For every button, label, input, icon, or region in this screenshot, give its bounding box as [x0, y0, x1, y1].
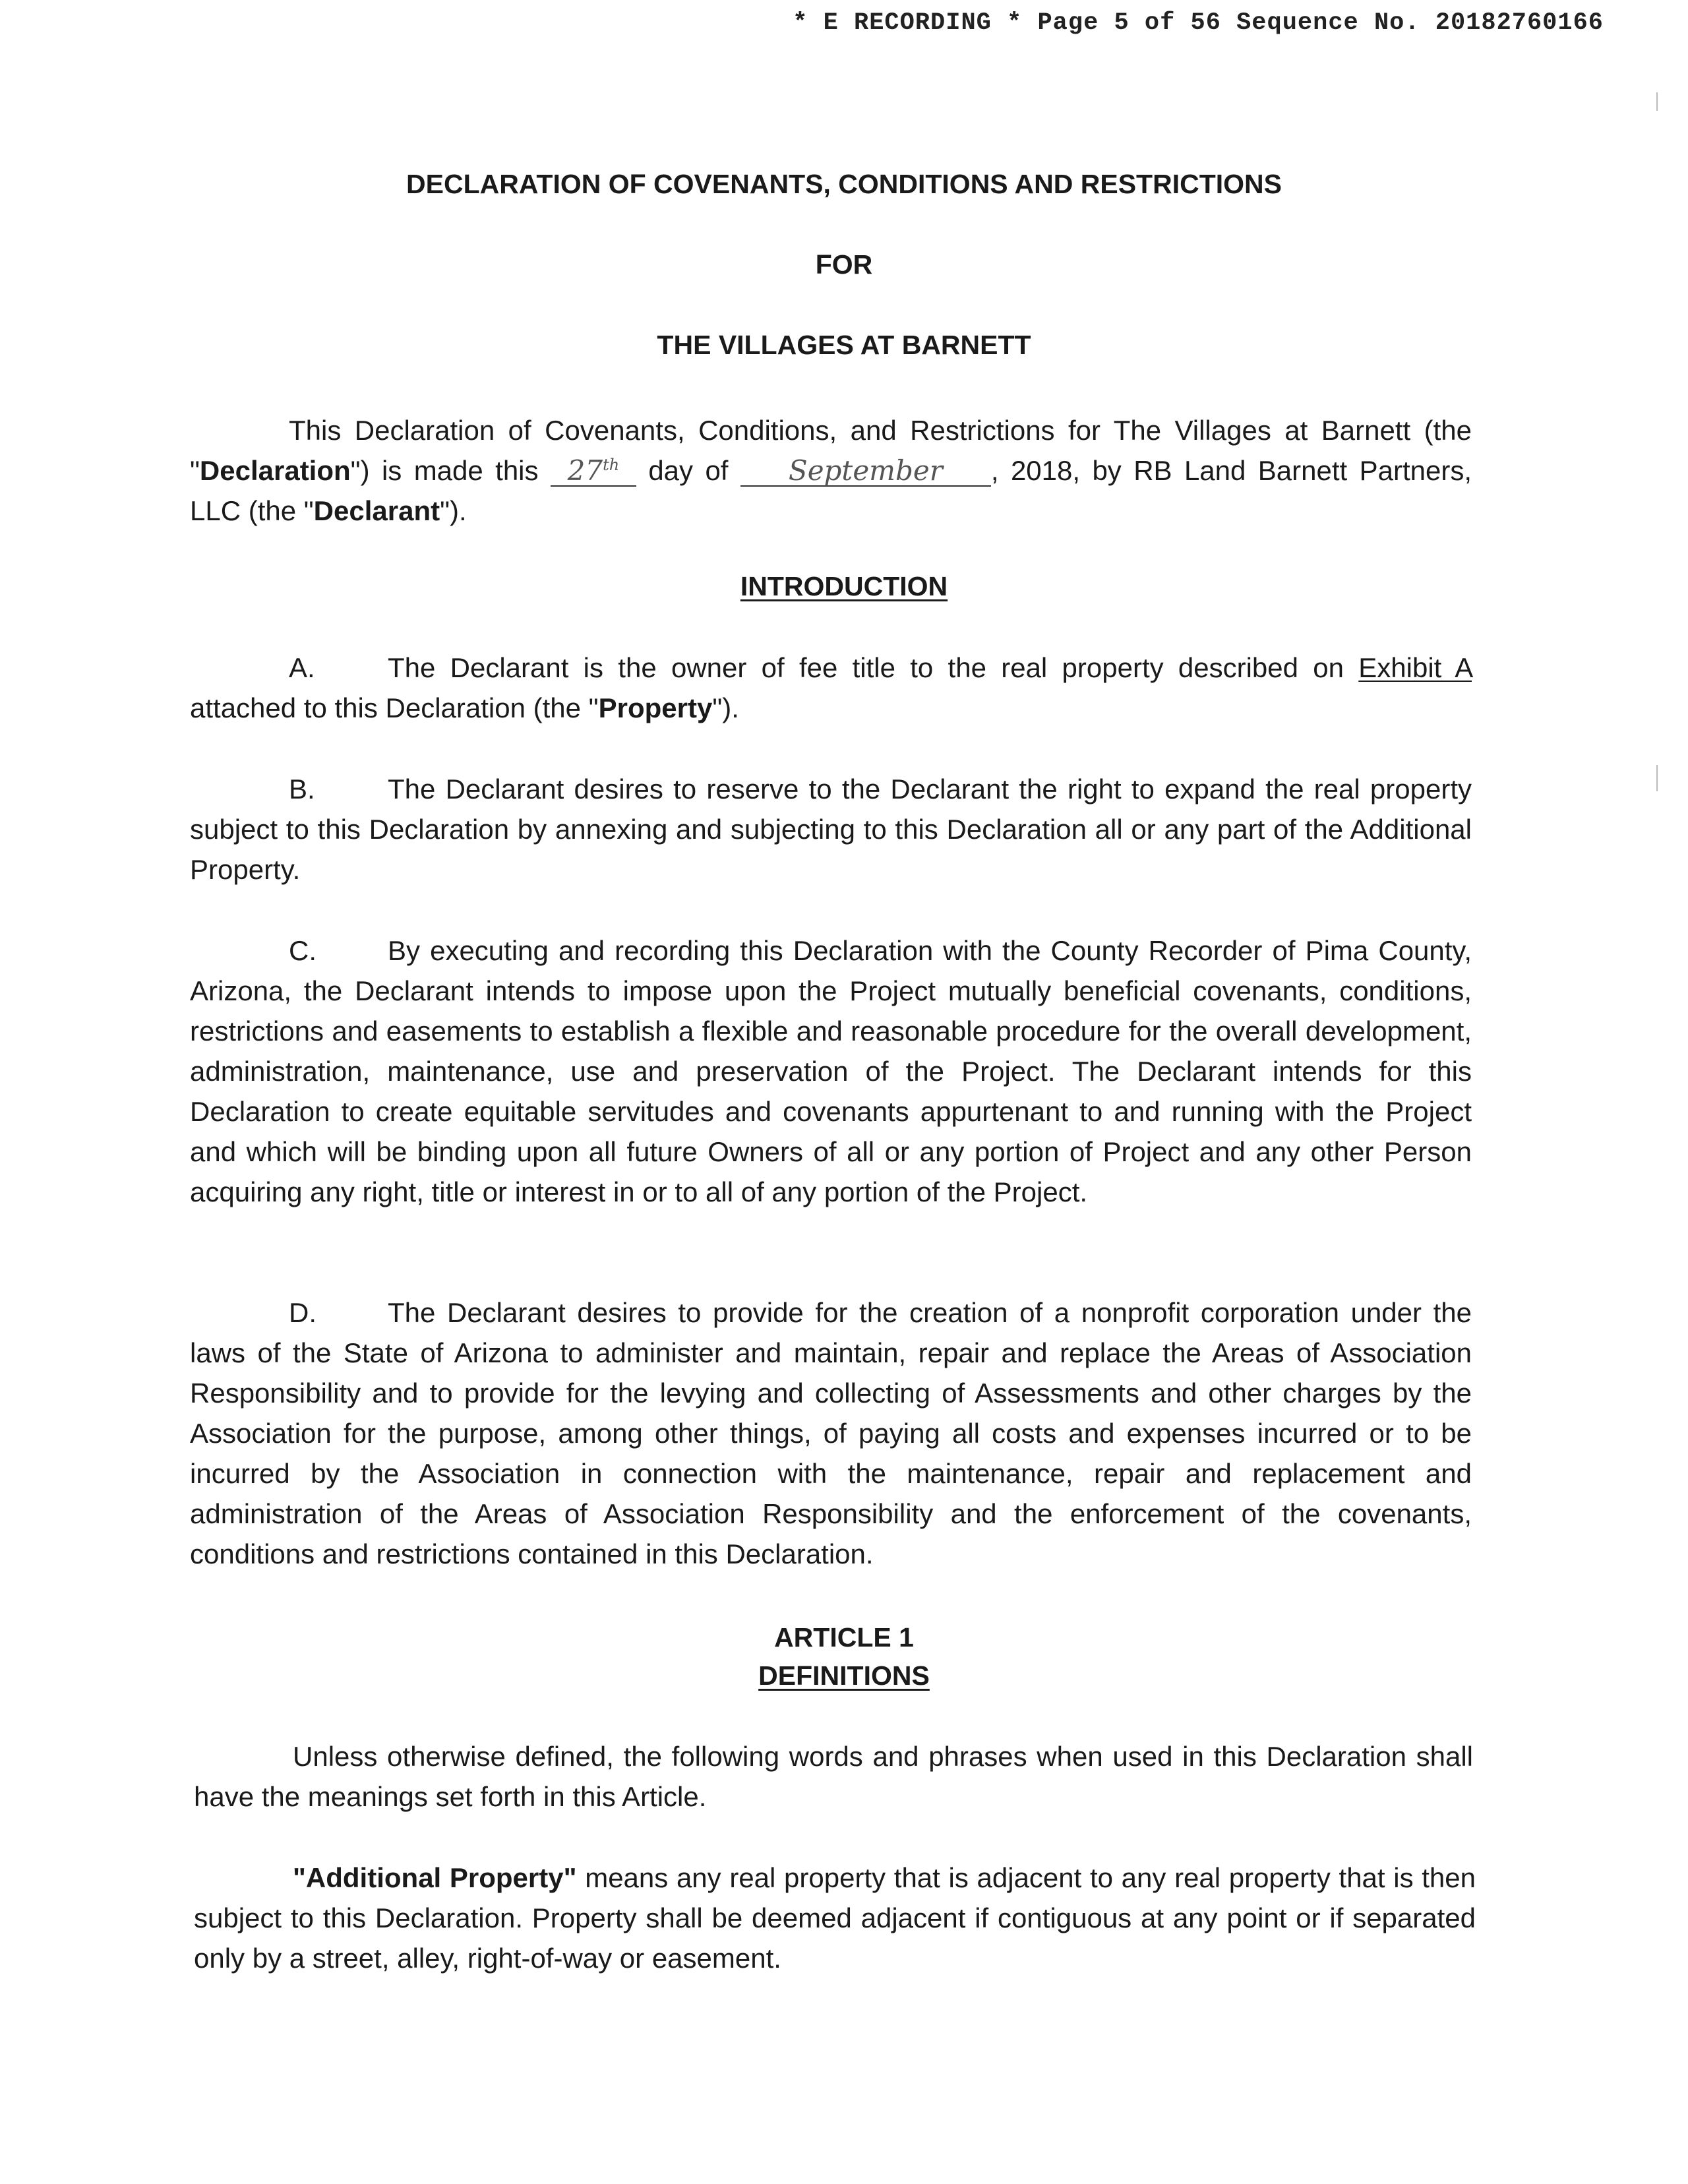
recital-letter: D.: [289, 1297, 316, 1328]
definitions-preamble: Unless otherwise defined, the following words and phrases when used in this Declaration shall have the meanings set forth in this Article.: [194, 1741, 1473, 1812]
definition-additional-property: "Additional Property" means any real property that is adjacent to any real property that is then subject to this Declaration. Property shall be deemed adjacent if contiguous at any point or if separated only by a street, alley, right-of-way or easement.: [194, 1862, 1476, 1974]
recital-letter: C.: [289, 935, 316, 966]
handwritten-month: September: [740, 456, 991, 487]
recital-b: B. The Declarant desires to reserve to the Declarant the right to expand the real property subject to this Declaration by annexing and subjecting to this Declaration all or any part of the Additional Property.: [190, 769, 1472, 890]
recital-d: D. The Declarant desires to provide for the creation of a nonprofit corporation under the laws of the State of Arizona to administer and maintain, repair and replace the Areas of Association Responsibility and to provide for the levying and collecting of Assessments and other charges by the Association for the purpose, among other things, of paying all costs and expenses incurred or to be incurred by the Association in connection with the maintenance, repair and replacement and administration of the Areas of Association Responsibility and the enforcement of the covenants, conditions and restrictions contained in this Declaration.: [190, 1292, 1472, 1574]
recital-a: A. The Declarant is the owner of fee title to the real property described on Exhibit A attached to this Declaration (the "Property").: [190, 648, 1472, 728]
declaration-term: Declaration: [199, 455, 351, 486]
document-subtitle: THE VILLAGES AT BARNETT: [657, 330, 1031, 360]
exhibit-a-reference: Exhibit A: [1358, 652, 1472, 683]
intro-paragraph: This Declaration of Covenants, Conditions, and Restrictions for The Villages at Barnett (the "Declaration") is made this 27th day of September , 2018, by RB Land Barnett Partners, LLC (the "Declarant").: [190, 415, 1472, 526]
document-title-for: FOR: [815, 249, 873, 280]
property-term: Property: [598, 692, 713, 723]
article-title: DEFINITIONS: [758, 1660, 930, 1691]
document-title: DECLARATION OF COVENANTS, CONDITIONS AND RESTRICTIONS: [406, 169, 1282, 199]
defined-term: "Additional Property": [293, 1862, 577, 1893]
recital-letter: A.: [289, 652, 315, 683]
scan-edge-mark: [1656, 765, 1658, 791]
recital-c: C. By executing and recording this Declaration with the County Recorder of Pima County, Arizona, the Declarant intends to impose upon the Project mutually beneficial covenants, conditions, restrictions and easements to establish a flexible and reasonable procedure for the overall development, administration, maintenance, use and preservation of the Project. The Declarant intends for this Declaration to create equitable servitudes and covenants appurtenant to and running with the Project and which will be binding upon all future Owners of all or any portion of Project and any other Person acquiring any right, title or interest in or to all of any portion of the Project.: [190, 930, 1472, 1212]
recital-letter: B.: [289, 774, 315, 804]
declarant-term: Declarant: [313, 495, 440, 526]
introduction-heading: INTRODUCTION: [740, 571, 948, 601]
handwritten-day: 27th: [551, 450, 636, 487]
article-number: ARTICLE 1: [774, 1622, 914, 1653]
recording-header: * E RECORDING * Page 5 of 56 Sequence No. 20182760166: [793, 9, 1604, 37]
scan-edge-mark: [1656, 92, 1658, 111]
